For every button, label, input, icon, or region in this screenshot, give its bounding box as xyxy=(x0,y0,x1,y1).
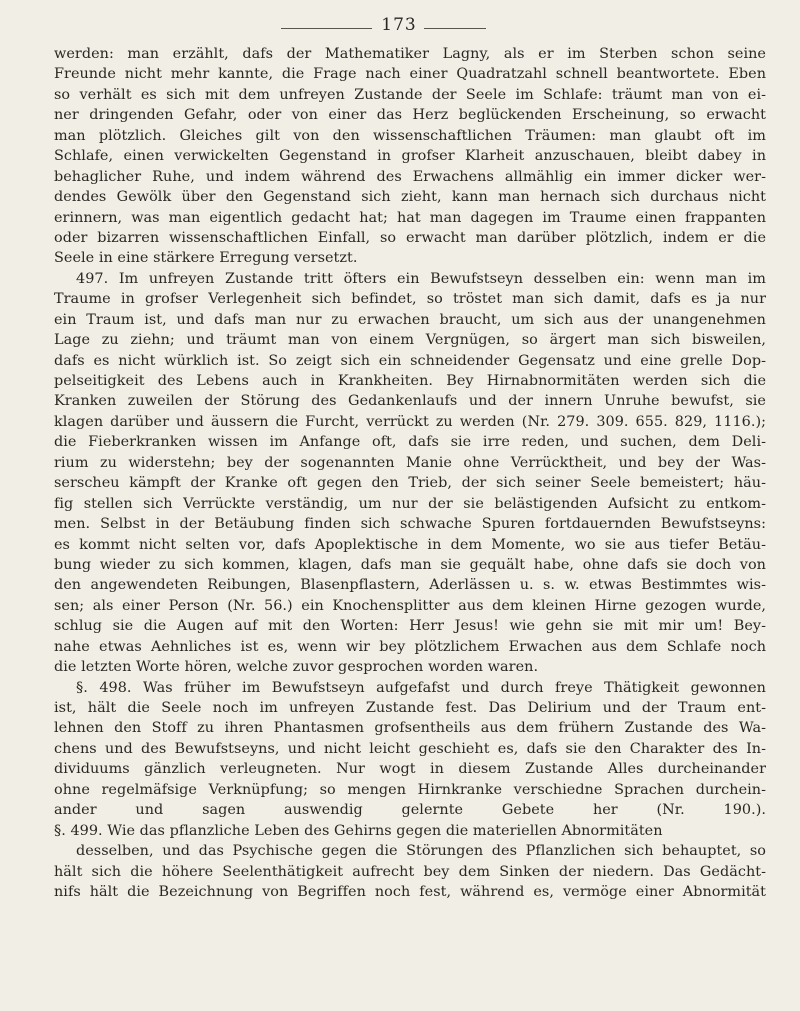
text-line: chens und des Bewufstseyns, und nicht leicht geschieht es, dafs sie den Charakter des In- xyxy=(54,740,766,757)
text-line: ander und sagen auswendig gelernte Gebete her (Nr. 190.). xyxy=(54,802,766,819)
text-line: sen; als einer Person (Nr. 56.) ein Knochensplitter aus dem kleinen Hirne gezogen wurde, xyxy=(54,597,766,614)
text-line: den angewendeten Reibungen, Blasenpflastern, Aderlässen u. s. w. etwas Bestimmtes wis- xyxy=(54,577,766,594)
text-line: klagen darüber und äussern die Furcht, verrückt zu werden (Nr. 279. 309. 655. 829, 1116.); xyxy=(54,413,766,430)
text-line: schlug sie die Augen auf mit den Worten: Herr Jesus! wie gehn sie mit mir um! Bey- xyxy=(54,618,766,635)
text-line: rium zu widerstehn; bey der sogenannten Manie ohne Verrücktheit, und bey der Was- xyxy=(54,454,766,471)
text-line: behaglicher Ruhe, und indem während des Erwachens allmählig ein immer dicker wer- xyxy=(54,168,766,185)
text-line: man plötzlich. Gleiches gilt von den wissenschaftlichen Träumen: man glaubt oft im xyxy=(54,127,766,144)
text-line: nahe etwas Aehnliches ist es, wenn wir bey plötzlichem Erwachen aus dem Schlafe noch xyxy=(54,638,766,655)
paragraph-end-line: die letzten Worte hören, welche zuvor gesprochen worden waren. xyxy=(54,659,539,676)
text-line: pelseitigkeit des Lebens auch in Krankheiten. Bey Hirnabnormitäten werden sich die xyxy=(54,373,766,389)
page-header xyxy=(0,8,800,38)
text-line: dendes Gewölk über den Gegenstand sich zieht, kann man hernach sich durchaus nicht xyxy=(54,189,766,206)
text-line: ohne regelmäfsige Verknüpfung; so mengen Hirnkranke verschiedne Sprachen durchein- xyxy=(54,781,766,798)
text-line: ner dringenden Gefahr, oder von einer das Herz beglückenden Erscheinung, so erwacht xyxy=(54,107,766,124)
section-499-start: desselben, und das Psychische gegen die Störungen des Pflanzlichen sich behauptet, so xyxy=(76,843,766,860)
text-line: die Fieberkranken wissen im Anfange oft, dafs sie irre reden, und suchen, dem Deli- xyxy=(54,434,766,451)
header-rule-right xyxy=(424,28,486,29)
section-498-start: §. 498. Was früher im Bewufstseyn aufgefafst und durch freye Thätigkeit gewonnen xyxy=(76,679,766,696)
section-497-start: 497. Im unfreyen Zustande tritt öfters ein Bewufstseyn desselben ein: wenn man im xyxy=(76,270,766,287)
paragraph-end-line: §. 499. Wie das pflanzliche Leben des Gehirns gegen die materiellen Abnormitäten xyxy=(54,822,663,839)
header-rule-left xyxy=(281,28,372,29)
body-text xyxy=(54,44,766,923)
text-line: es kommt nicht selten vor, dafs Apoplektische in dem Momente, wo sie aus tiefer Betäu- xyxy=(54,536,766,553)
text-line: Traume in grofser Verlegenheit sich befindet, so tröstet man sich damit, dafs es ja nur xyxy=(54,291,766,308)
text-line: lehnen den Stoff zu ihren Phantasmen grofsentheils aus dem frühern Zustande des Wa- xyxy=(54,720,766,737)
text-line: dafs es nicht würklich ist. So zeigt sich ein schneidender Gegensatz und eine grelle Dop- xyxy=(54,352,766,369)
text-line: Lage zu ziehn; und träumt man von einem Vergnügen, so ärgert man sich bisweilen, xyxy=(54,332,766,349)
text-line: dividuums gänzlich verleugneten. Nur wogt in diesem Zustande Alles durcheinander xyxy=(54,761,766,778)
text-line: werden: man erzählt, dafs der Mathematiker Lagny, als er im Sterben schon seine xyxy=(54,46,766,62)
paragraph-end-line: Seele in eine stärkere Erregung versetzt. xyxy=(54,250,358,267)
text-line: men. Selbst in der Betäubung finden sich schwache Spuren fortdauernden Bewufstseyns: xyxy=(54,516,766,533)
text-line: fig stellen sich Verrückte verständig, um nur der sie belästigenden Aufsicht zu entkom- xyxy=(54,495,766,512)
text-line: serscheu kämpft der Kranke oft gegen den Trieb, der sich seiner Seele bemeistert; häu- xyxy=(54,475,766,492)
text-line: hält sich die höhere Seelenthätigkeit aufrecht bey dem Sinken der niedern. Das Gedächt- xyxy=(54,863,766,880)
text-line: nifs hält die Bezeichnung von Begriffen noch fest, während es, vermöge einer Abnormität xyxy=(54,883,766,900)
text-line: erinnern, was man eigentlich gedacht hat; hat man dagegen im Traume einen frappanten xyxy=(54,209,766,226)
page-number: 173 xyxy=(381,15,417,35)
text-line: so verhält es sich mit dem unfreyen Zustande der Seele im Schlafe: träumt man von ei- xyxy=(54,86,766,103)
text-line xyxy=(54,902,766,922)
text-line: ist, hält die Seele noch im unfreyen Zustande fest. Das Delirium und der Traum ent- xyxy=(54,700,766,716)
text-line: Schlafe, einen verwickelten Gegenstand in grofser Klarheit anzuschauen, bleibt dabey in xyxy=(54,148,766,165)
text-line: Freunde nicht mehr kannte, die Frage nach einer Quadratzahl schnell beantwortete. Eben xyxy=(54,66,766,83)
text-line: Kranken zuweilen der Störung des Gedankenlaufs und der innern Unruhe bewufst, sie xyxy=(54,393,766,410)
text-line: oder bizarren wissenschaftlichen Einfall, so erwacht man darüber plötzlich, indem er die xyxy=(54,229,766,246)
text-line: bung wieder zu sich kommen, klagen, dafs man sie gequält habe, ohne dafs sie doch von xyxy=(54,556,766,573)
text-line: ein Traum ist, und dafs man nur zu erwachen braucht, um sich aus der unangenehmen xyxy=(54,311,766,328)
